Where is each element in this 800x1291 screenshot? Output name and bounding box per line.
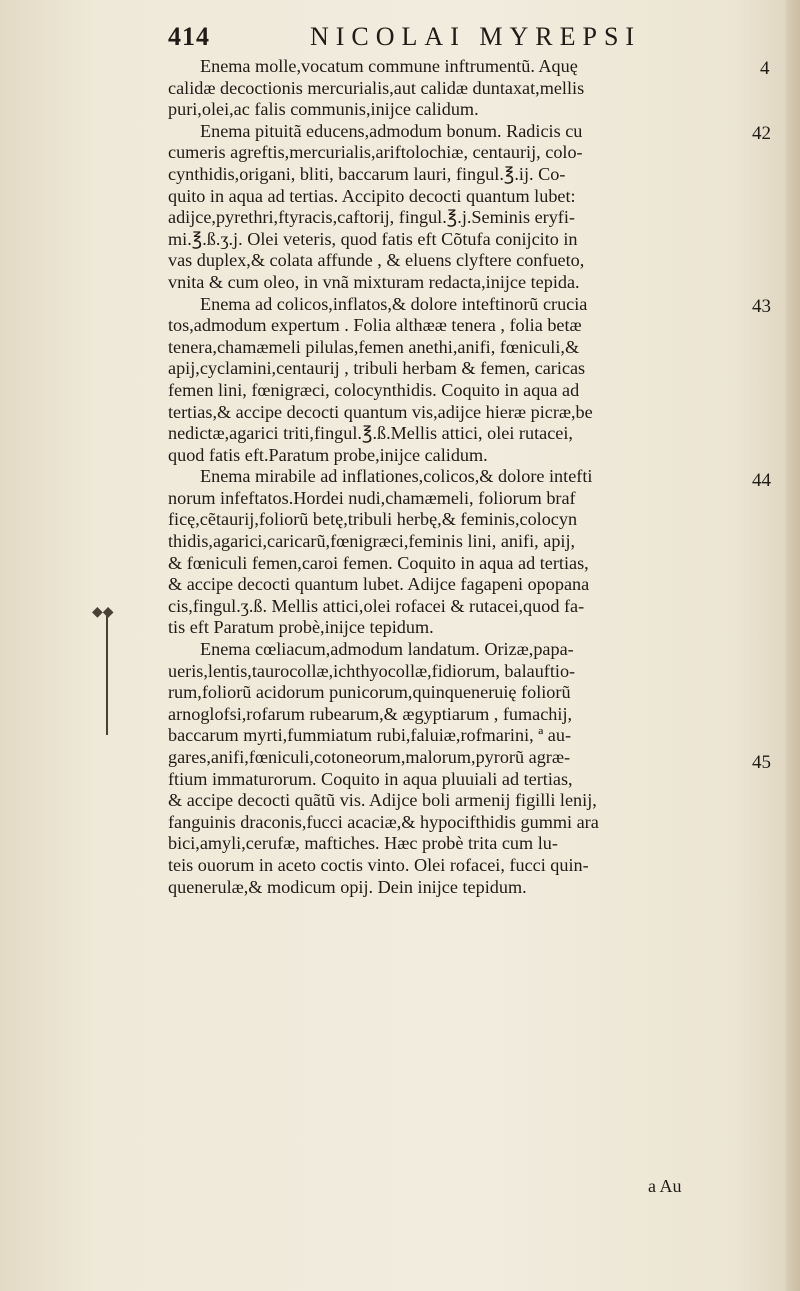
text-line: calidæ decoctionis mercurialis,aut calidæ duntaxat,mellis: [168, 77, 585, 98]
text-line: cumeris agreftis,mercurialis,ariftolochiæ, centaurij, colo-: [168, 142, 583, 163]
text-line: rum,foliorũ acidorum punicorum,quinqueneruię foliorũ: [168, 682, 571, 703]
text-line: arnoglofsi,rofarum rubearum,& ægyptiarum , fumachij,: [168, 703, 573, 724]
text-line: vnita & cum oleo, in vnã mixturam redacta,inijce tepida.: [168, 271, 580, 292]
text-line: norum infeftatos.Hordei nudi,chamæmeli, foliorum braf: [168, 487, 576, 508]
text-line: tis eft Paratum probè,inijce tepidum.: [168, 617, 434, 638]
margin-note: 42: [752, 123, 771, 144]
text-line: ftium immaturorum. Coquito in aqua pluuiali ad tertias,: [168, 768, 573, 789]
text-line: mi.℥.ß.ʒ.j. Olei veteris, quod fatis eft Cõtufa conijcito in: [168, 228, 578, 249]
text-line: quito in aqua ad tertias. Accipito decocti quantum lubet:: [168, 185, 576, 206]
text-line: adijce,pyrethri,ftyracis,caftorij, fingul.℥.j.Seminis eryfi-: [168, 207, 575, 228]
catchword: a Au: [648, 1176, 682, 1196]
margin-note: 43: [752, 296, 771, 317]
text-line: quenerulæ,& modicum opij. Dein inijce tepidum.: [168, 876, 527, 897]
text-line: bici,amyli,cerufæ, maftiches. Hæc probè trita cum lu-: [168, 833, 558, 854]
text-line: femen lini, fœnigræci, colocynthidis. Coquito in aqua ad: [168, 379, 580, 400]
text-line: Enema ad colicos,inflatos,& dolore inteftinorũ crucia: [200, 293, 588, 314]
body-text: [168, 56, 758, 898]
text-line: nedictæ,agarici triti,fingul.℥.ß.Mellis attici, olei rutacei,: [168, 423, 573, 444]
text-line: ficę,cẽtaurij,foliorũ betę,tribuli herbę,& feminis,colocyn: [168, 509, 578, 530]
text-line: & fœniculi femen,caroi femen. Coquito in aqua ad tertias,: [168, 552, 589, 573]
text-line: Enema mirabile ad inflationes,colicos,& dolore intefti: [200, 466, 593, 487]
text-line: & accipe decocti quantum lubet. Adijce fagapeni opopana: [168, 574, 590, 595]
margin-bracket: [106, 610, 112, 735]
text-line: cynthidis,origani, bliti, baccarum lauri, fingul.℥.ij. Co-: [168, 163, 566, 184]
page-edge: [786, 0, 800, 1291]
text-line: puri,olei,ac falis communis,inijce calidum.: [168, 99, 479, 120]
text-line: apij,cyclamini,centaurij , tribuli herbam & femen, caricas: [168, 358, 586, 379]
page-number: 414: [168, 22, 210, 51]
text-line: thidis,agarici,caricarũ,fœnigræci,feminis lini, anifi, apij,: [168, 531, 576, 552]
text-line: tertias,& accipe decocti quantum vis,adijce hieræ picræ,be: [168, 401, 593, 422]
text-line: ueris,lentis,taurocollæ,ichthyocollæ,fidiorum, balauftio-: [168, 660, 576, 681]
text-line: cis,fingul.ʒ.ß. Mellis attici,olei rofacei & rutacei,quod fa-: [168, 595, 585, 616]
text-line: teis ouorum in aceto coctis vinto. Olei rofacei, fucci quin-: [168, 854, 589, 875]
text-line: Enema pituitã educens,admodum bonum. Radicis cu: [200, 120, 583, 141]
text-line: fanguinis draconis,fucci acaciæ,& hypocifthidis gummi ara: [168, 811, 599, 832]
margin-mark: ◆◆: [92, 604, 114, 620]
page-header: [168, 22, 788, 56]
text-line: baccarum myrti,fummiatum rubi,faluiæ,rofmarini, ª au-: [168, 725, 572, 746]
text-line: vas duplex,& colata affunde , & eluens clyftere confueto,: [168, 250, 585, 271]
running-head: NICOLAI MYREPSI: [310, 22, 642, 51]
margin-note: 45: [752, 752, 771, 773]
text-line: Enema molle,vocatum commune inftrumentũ. Aquę: [200, 56, 578, 76]
margin-note: 44: [752, 470, 771, 491]
text-line: quod fatis eft.Paratum probe,inijce calidum.: [168, 444, 488, 465]
text-line: gares,anifi,fœniculi,cotoneorum,malorum,pyrorũ agræ-: [168, 747, 571, 767]
text-line: & accipe decocti quãtũ vis. Adijce boli armenij figilli lenij,: [168, 790, 597, 811]
text-line: Enema cœliacum,admodum landatum. Orizæ,papa-: [200, 639, 574, 660]
text-line: tenera,chamæmeli pilulas,femen anethi,anifi, fœniculi,&: [168, 336, 580, 357]
margin-note: 4: [760, 58, 770, 79]
text-line: tos,admodum expertum . Folia althææ tenera , folia betæ: [168, 315, 582, 336]
